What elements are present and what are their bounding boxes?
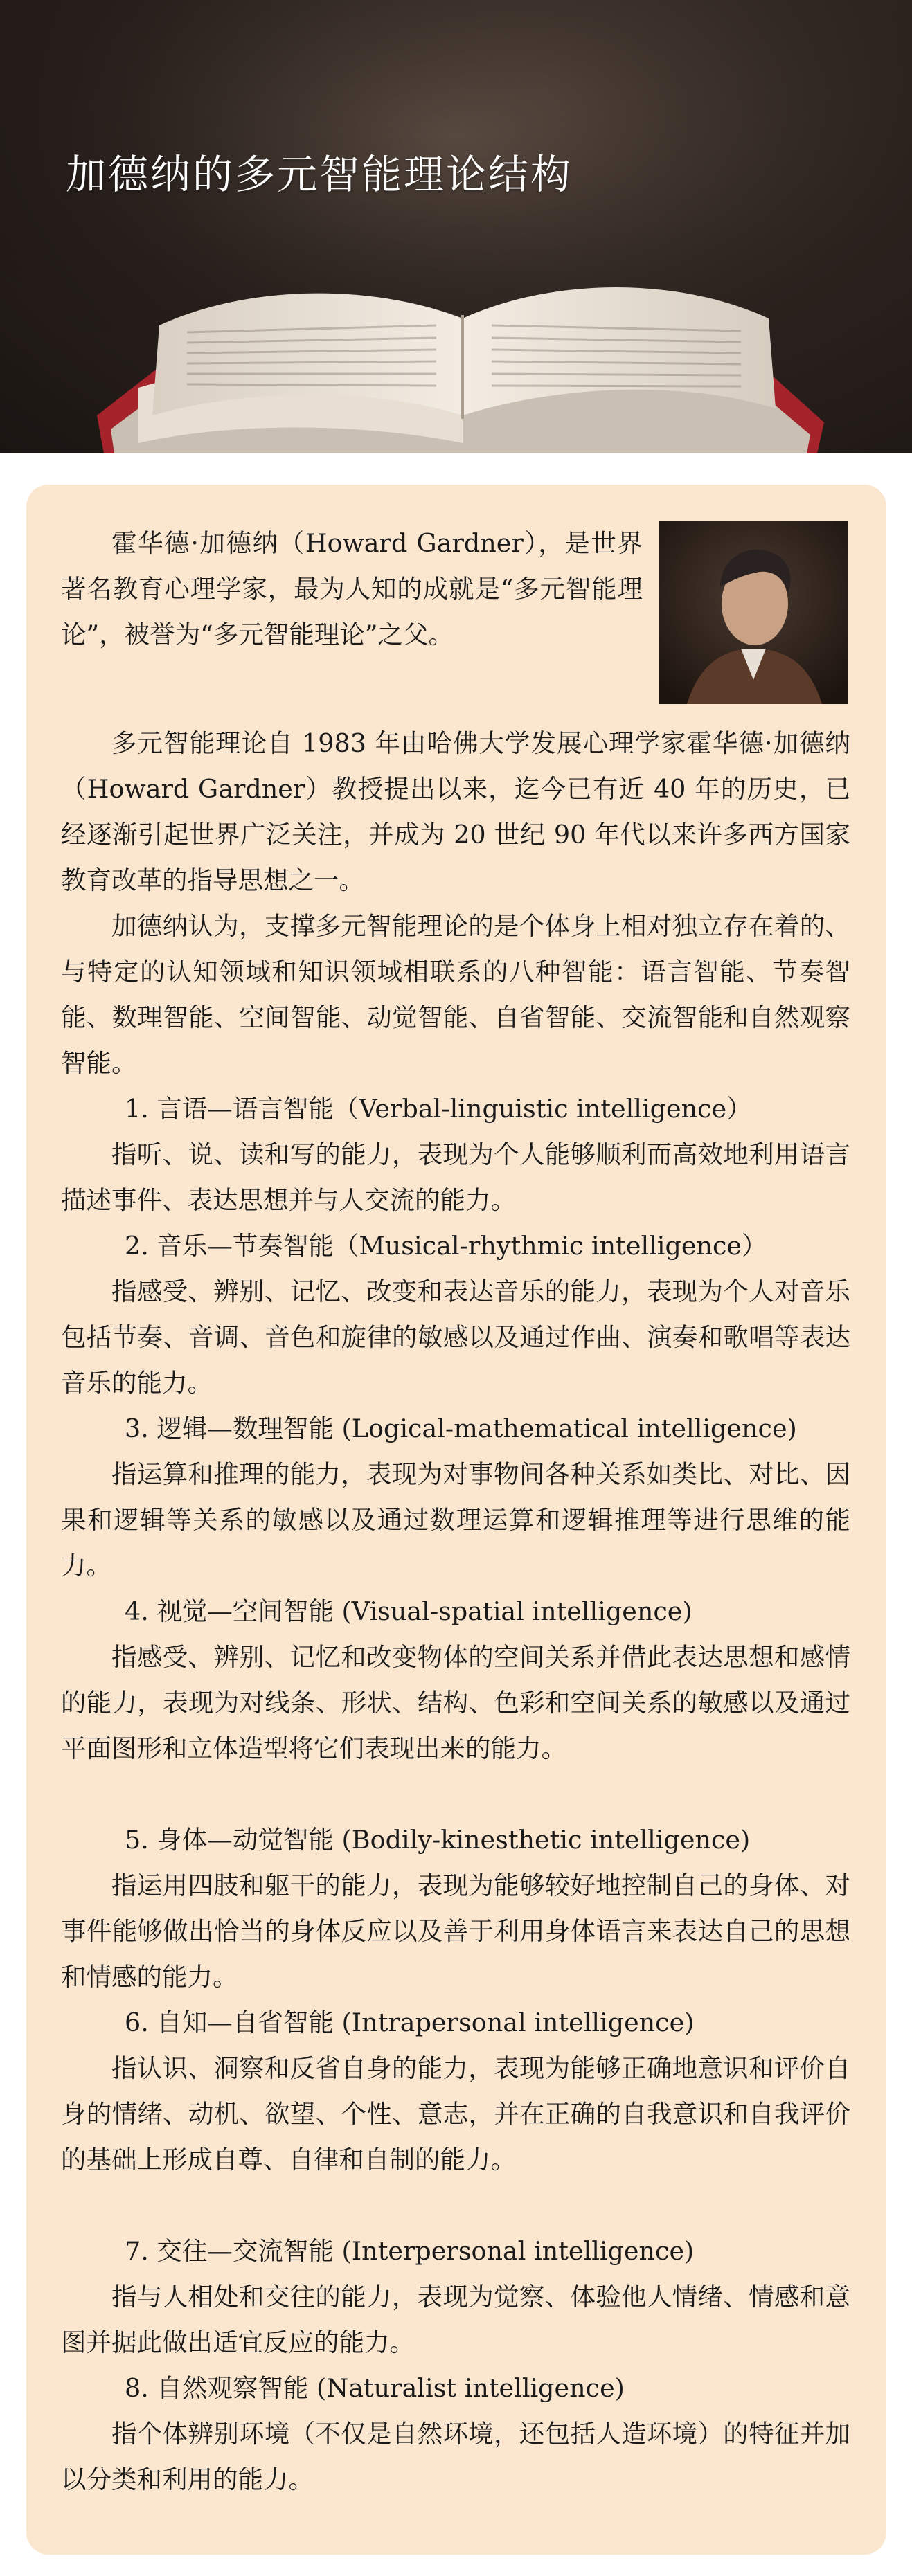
intelligence-description-3 <box>61 1452 850 1589</box>
intelligence-heading-5: 5. 身体—动觉智能 (Bodily-kinesthetic intelligence) <box>125 1825 751 1855</box>
intelligence-description-6 <box>61 2046 850 2183</box>
intelligence-heading-8: 8. 自然观察智能 (Naturalist intelligence) <box>125 2373 625 2403</box>
intelligence-text-5: 指运用四肢和躯干的能力，表现为能够较好地控制自己的身体、对事件能够做出恰当的身体反应以及善于利用身体语言来表达自己的思想和情感的能力。 <box>61 1871 850 1992</box>
intelligence-text-2: 指感受、辨别、记忆、改变和表达音乐的能力，表现为个人对音乐包括节奏、音调、音色和旋律的敏感以及通过作曲、演奏和歌唱等表达音乐的能力。 <box>61 1277 850 1398</box>
intelligence-description-5 <box>61 1863 850 2000</box>
intelligence-text-8: 指个体辨别环境（不仅是自然环境，还包括人造环境）的特征并加以分类和利用的能力。 <box>61 2419 850 2494</box>
open-book-image <box>0 0 912 453</box>
intelligence-heading-6: 6. 自知—自省智能 (Intrapersonal intelligence) <box>125 2008 695 2037</box>
intro-paragraph-3 <box>61 903 850 1086</box>
intro-paragraph-2 <box>61 721 850 903</box>
intelligence-description-8 <box>61 2411 850 2503</box>
portrait-photo <box>659 521 848 704</box>
intelligence-description-4 <box>61 1634 850 1772</box>
intelligence-heading-7: 7. 交往—交流智能 (Interpersonal intelligence) <box>125 2236 695 2266</box>
intelligence-heading-1: 1. 言语—语言智能（Verbal-linguistic intelligence） <box>125 1094 752 1124</box>
intelligence-heading-3: 3. 逻辑—数理智能 (Logical-mathematical intelligence) <box>125 1414 797 1443</box>
intelligence-description-1 <box>61 1132 850 1223</box>
gardner-portrait <box>659 521 848 704</box>
header-banner <box>0 0 912 453</box>
intelligence-description-7 <box>61 2274 850 2366</box>
page-title: 加德纳的多元智能理论结构 <box>66 151 573 198</box>
intelligence-text-6: 指认识、洞察和反省自身的能力，表现为能够正确地意识和评价自身的情绪、动机、欲望、个性、意志，并在正确的自我意识和自我评价的基础上形成自尊、自律和自制的能力。 <box>61 2053 850 2174</box>
intelligence-description-2 <box>61 1269 850 1406</box>
intro-paragraph-1 <box>61 521 643 658</box>
intro-text-2: 多元智能理论自 1983 年由哈佛大学发展心理学家霍华德·加德纳（Howard Gardner）教授提出以来，迄今已有近 40 年的历史，已经逐渐引起世界广泛关注，并成为 20 世纪 90 年代以来许多西方国家教育改革的指导思想之一。 <box>61 728 850 895</box>
intelligence-text-4: 指感受、辨别、记忆和改变物体的空间关系并借此表达思想和感情的能力，表现为对线条、形状、结构、色彩和空间关系的敏感以及通过平面图形和立体造型将它们表现出来的能力。 <box>61 1642 850 1763</box>
intelligence-text-1: 指听、说、读和写的能力，表现为个人能够顺利而高效地利用语言描述事件、表达思想并与人交流的能力。 <box>61 1140 850 1215</box>
intro-text-3: 加德纳认为，支撑多元智能理论的是个体身上相对独立存在着的、与特定的认知领域和知识领域相联系的八种智能：语言智能、节奏智能、数理智能、空间智能、动觉智能、自省智能、交流智能和自然观察智能。 <box>61 911 850 1078</box>
intelligence-text-3: 指运算和推理的能力，表现为对事物间各种关系如类比、对比、因果和逻辑等关系的敏感以及通过数理运算和逻辑推理等进行思维的能力。 <box>61 1459 850 1580</box>
intelligence-text-7: 指与人相处和交往的能力，表现为觉察、体验他人情绪、情感和意图并据此做出适宜反应的能力。 <box>61 2282 850 2357</box>
intelligence-heading-2: 2. 音乐—节奏智能（Musical-rhythmic intelligence） <box>125 1231 767 1261</box>
intelligence-heading-4: 4. 视觉—空间智能 (Visual-spatial intelligence) <box>125 1596 692 1626</box>
intro-text-1: 霍华德·加德纳（Howard Gardner），是世界著名教育心理学家，最为人知的成就是“多元智能理论”，被誉为“多元智能理论”之父。 <box>61 528 643 649</box>
